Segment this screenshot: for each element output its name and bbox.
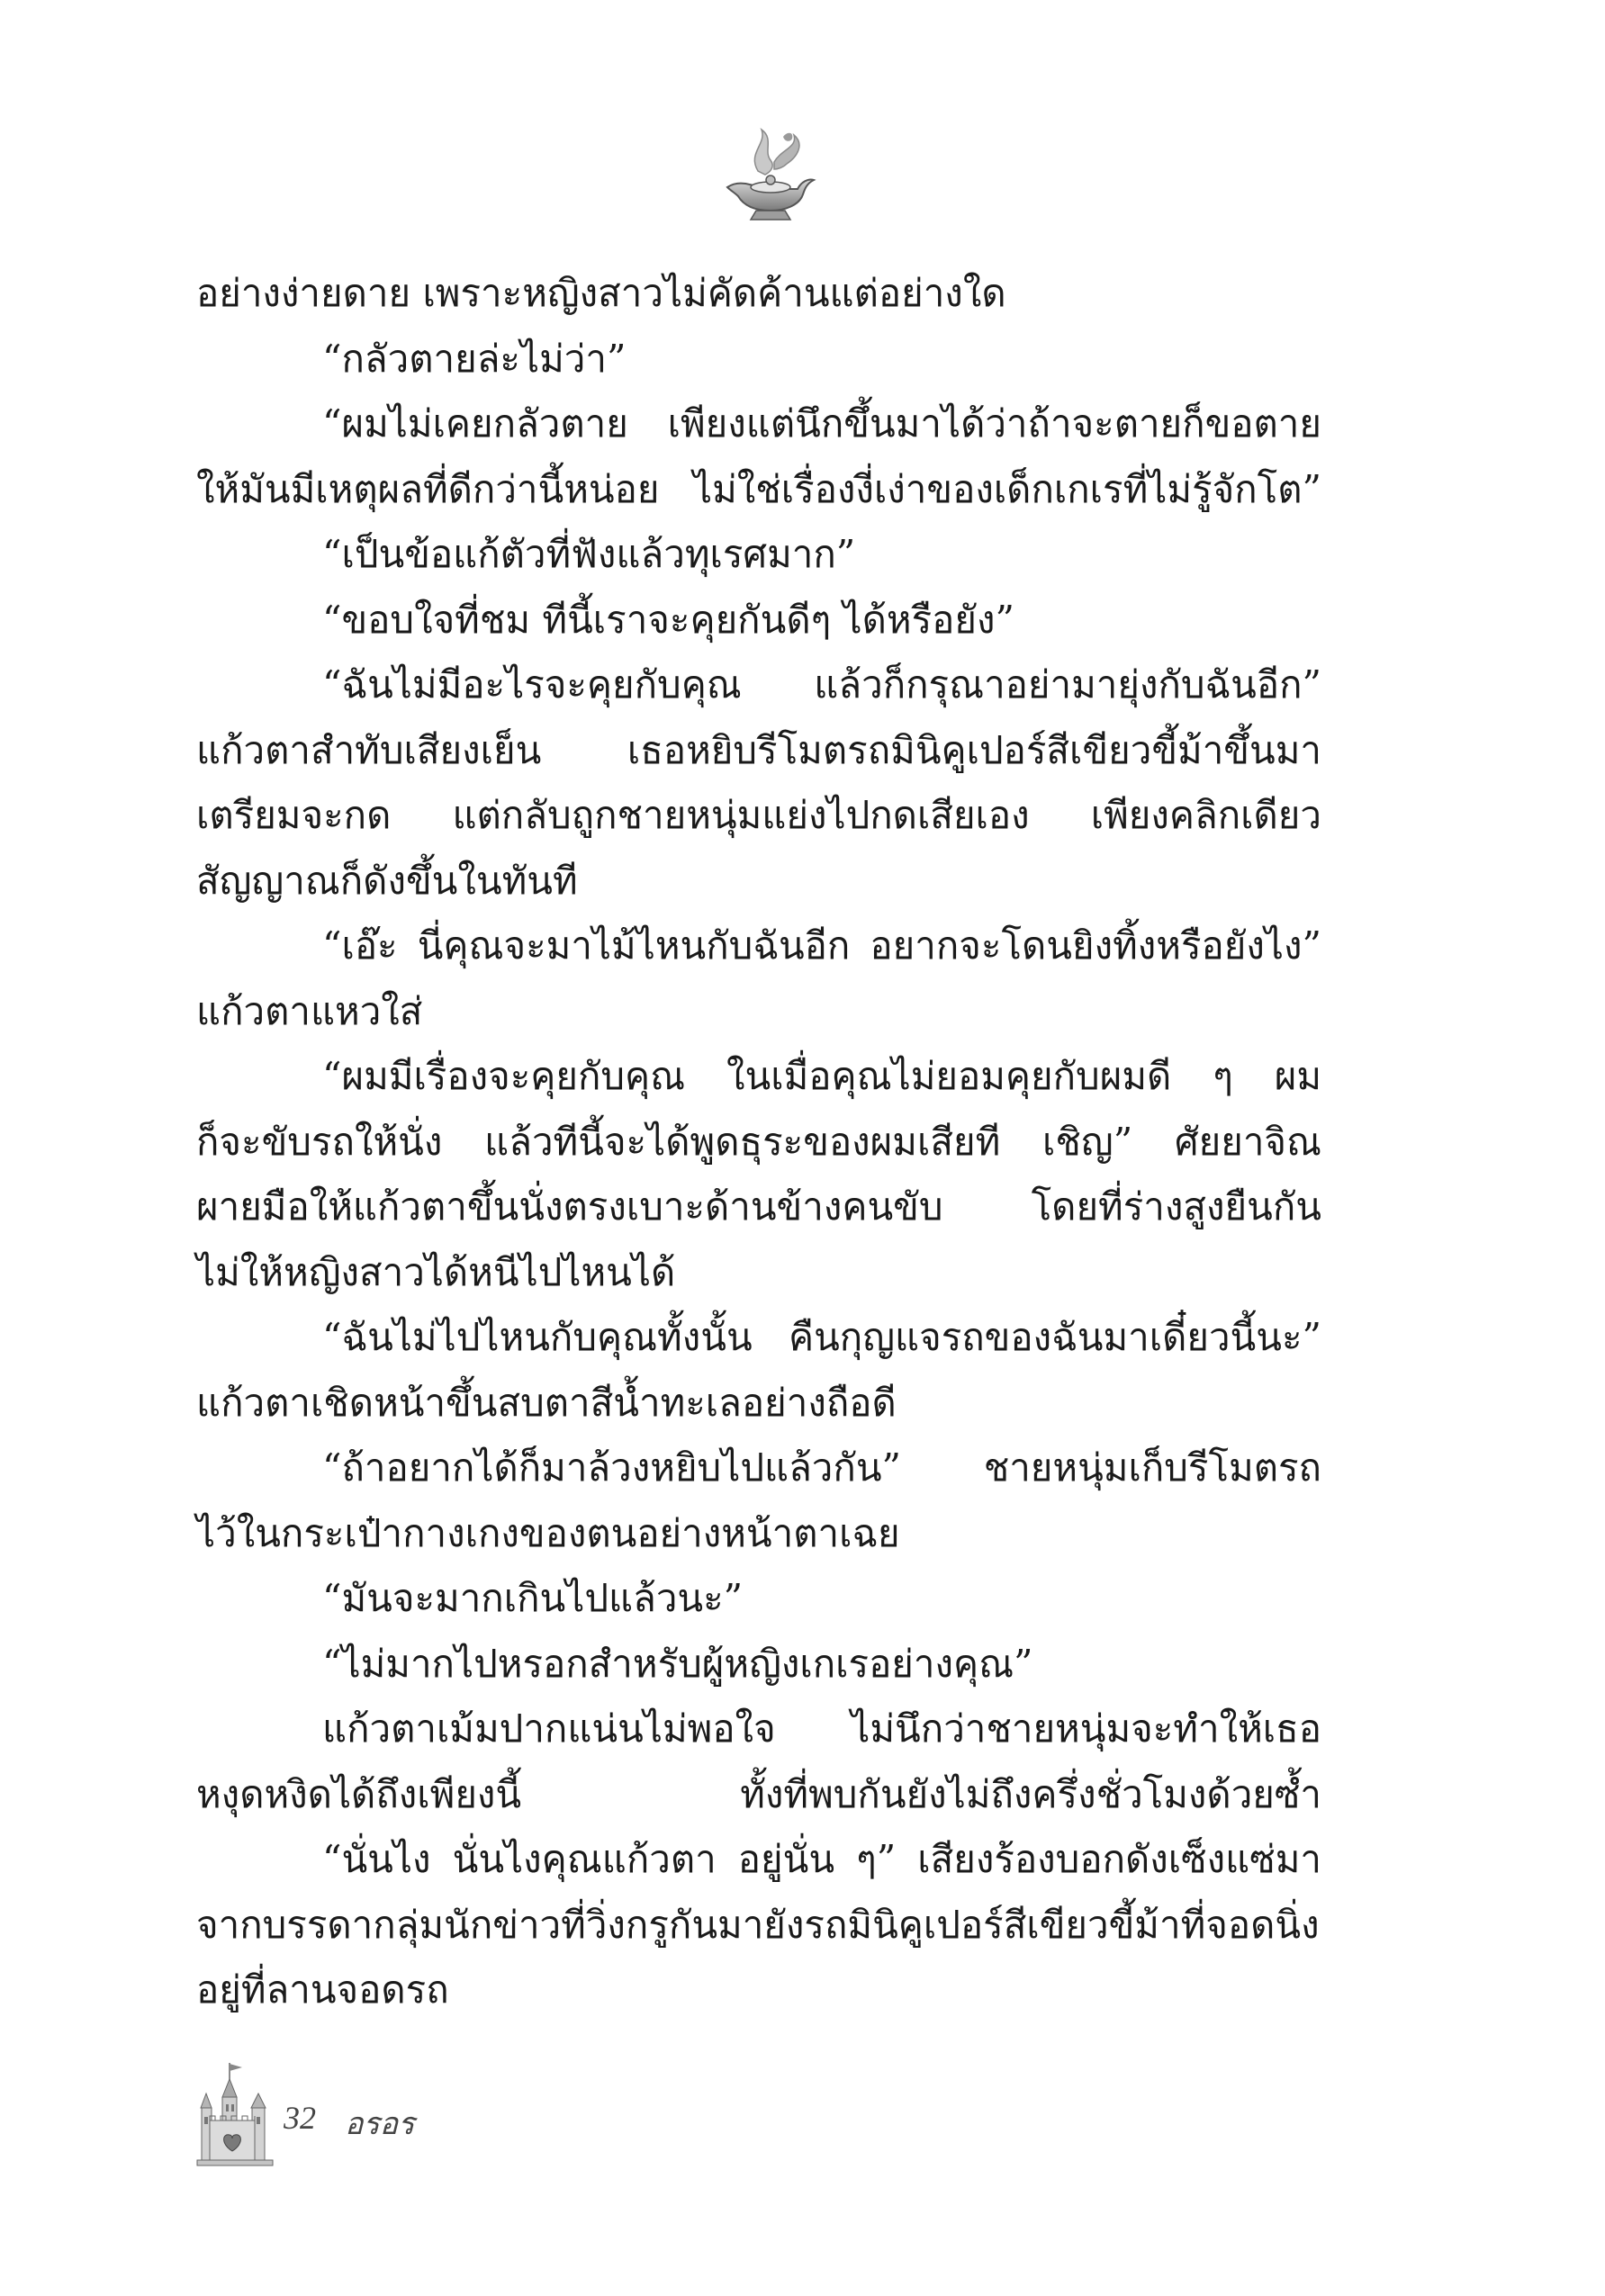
text-line: แก้วตาเชิดหน้าขึ้นสบตาสีน้ำทะเลอย่างถือดี — [196, 1380, 897, 1425]
text-line: ไว้ในกระเป๋ากางเกงของตนอย่างหน้าตาเฉย — [196, 1510, 900, 1555]
text-line: อย่างง่ายดาย เพราะหญิงสาวไม่คัดค้านแต่อย่างใด — [196, 271, 1006, 315]
magic-lamp-icon — [711, 117, 828, 234]
text-line: เตรียมจะกด แต่กลับถูกชายหนุ่มแย่งไปกดเสียเอง เพียงคลิกเดียว — [196, 793, 1321, 837]
text-line: ก็จะขับรถให้นั่ง แล้วทีนี้จะได้พูดธุระของผมเสียที เชิญ” ศัยยาจิณ — [196, 1119, 1321, 1164]
text-line: ให้มันมีเหตุผลที่ดีกว่านี้หน่อย ไม่ใช่เรื่องงี่เง่าของเด็กเกเรที่ไม่รู้จักโต” — [196, 466, 1321, 511]
text-line: หงุดหงิดได้ถึงเพียงนี้ ทั้งที่พบกันยังไม่ถึงครึ่งชั่วโมงด้วยซ้ำ — [196, 1771, 1321, 1816]
text-line: “เอ๊ะ นี่คุณจะมาไม้ไหนกับฉันอีก อยากจะโดนยิงทิ้งหรือยังไง” — [322, 923, 1321, 968]
page-footer — [194, 2061, 572, 2169]
text-line: “ฉันไม่มีอะไรจะคุยกับคุณ แล้วก็กรุณาอย่ามายุ่งกับฉันอีก” — [322, 662, 1321, 707]
text-line: ไม่ให้หญิงสาวได้หนีไปไหนได้ — [196, 1249, 676, 1294]
text-line: “เป็นข้อแก้ตัวที่ฟังแล้วทุเรศมาก” — [322, 532, 856, 576]
text-line: สัญญาณก็ดังขึ้นในทันที — [196, 858, 578, 903]
text-line: “ผมไม่เคยกลัวตาย เพียงแต่นึกขึ้นมาได้ว่าถ้าจะตายก็ขอตาย — [322, 401, 1321, 446]
text-line: “นั่นไง นั่นไงคุณแก้วตา อยู่นั่น ๆ” เสียงร้องบอกดังเซ็งแซ่มา — [322, 1837, 1321, 1881]
body-text — [196, 261, 1321, 2023]
text-line: “มันจะมากเกินไปแล้วนะ” — [322, 1576, 744, 1620]
text-line: ผายมือให้แก้วตาขึ้นนั่งตรงเบาะด้านข้างคนขับ โดยที่ร่างสูงยืนกัน — [196, 1184, 1321, 1229]
castle-icon — [194, 2061, 276, 2169]
page-number: 32 — [284, 2100, 316, 2136]
text-line: จากบรรดากลุ่มนักข่าวที่วิ่งกรูกันมายังรถมินิคูเปอร์สีเขียวขี้ม้าที่จอดนิ่ง — [196, 1902, 1320, 1947]
text-line: “ไม่มากไปหรอกสำหรับผู้หญิงเกเรอย่างคุณ” — [322, 1641, 1033, 1686]
text-line: “ขอบใจที่ชม ทีนี้เราจะคุยกันดีๆ ได้หรือยัง” — [322, 597, 1014, 642]
text-line: “กลัวตายล่ะไม่ว่า” — [322, 336, 627, 381]
text-line: แก้วตาเม้มปากแน่นไม่พอใจ ไม่นึกว่าชายหนุ่มจะทำให้เธอ — [322, 1706, 1321, 1751]
text-line: “ผมมีเรื่องจะคุยกับคุณ ในเมื่อคุณไม่ยอมคุยกับผมดี ๆ ผม — [322, 1054, 1321, 1098]
text-line: “ถ้าอยากได้ก็มาล้วงหยิบไปแล้วกัน” ชายหนุ่มเก็บรีโมตรถ — [322, 1445, 1321, 1490]
text-line: อยู่ที่ลานจอดรถ — [196, 1967, 449, 2012]
text-line: แก้วตาแหวใส่ — [196, 988, 423, 1033]
text-line: แก้วตาสำทับเสียงเย็น เธอหยิบรีโมตรถมินิคูเปอร์สีเขียวขี้ม้าขึ้นมา — [196, 727, 1321, 772]
author-name: อรอร — [345, 2108, 415, 2141]
text-line: “ฉันไม่ไปไหนกับคุณทั้งนั้น คืนกุญแจรถของฉันมาเดี๋ยวนี้นะ” — [322, 1315, 1321, 1359]
